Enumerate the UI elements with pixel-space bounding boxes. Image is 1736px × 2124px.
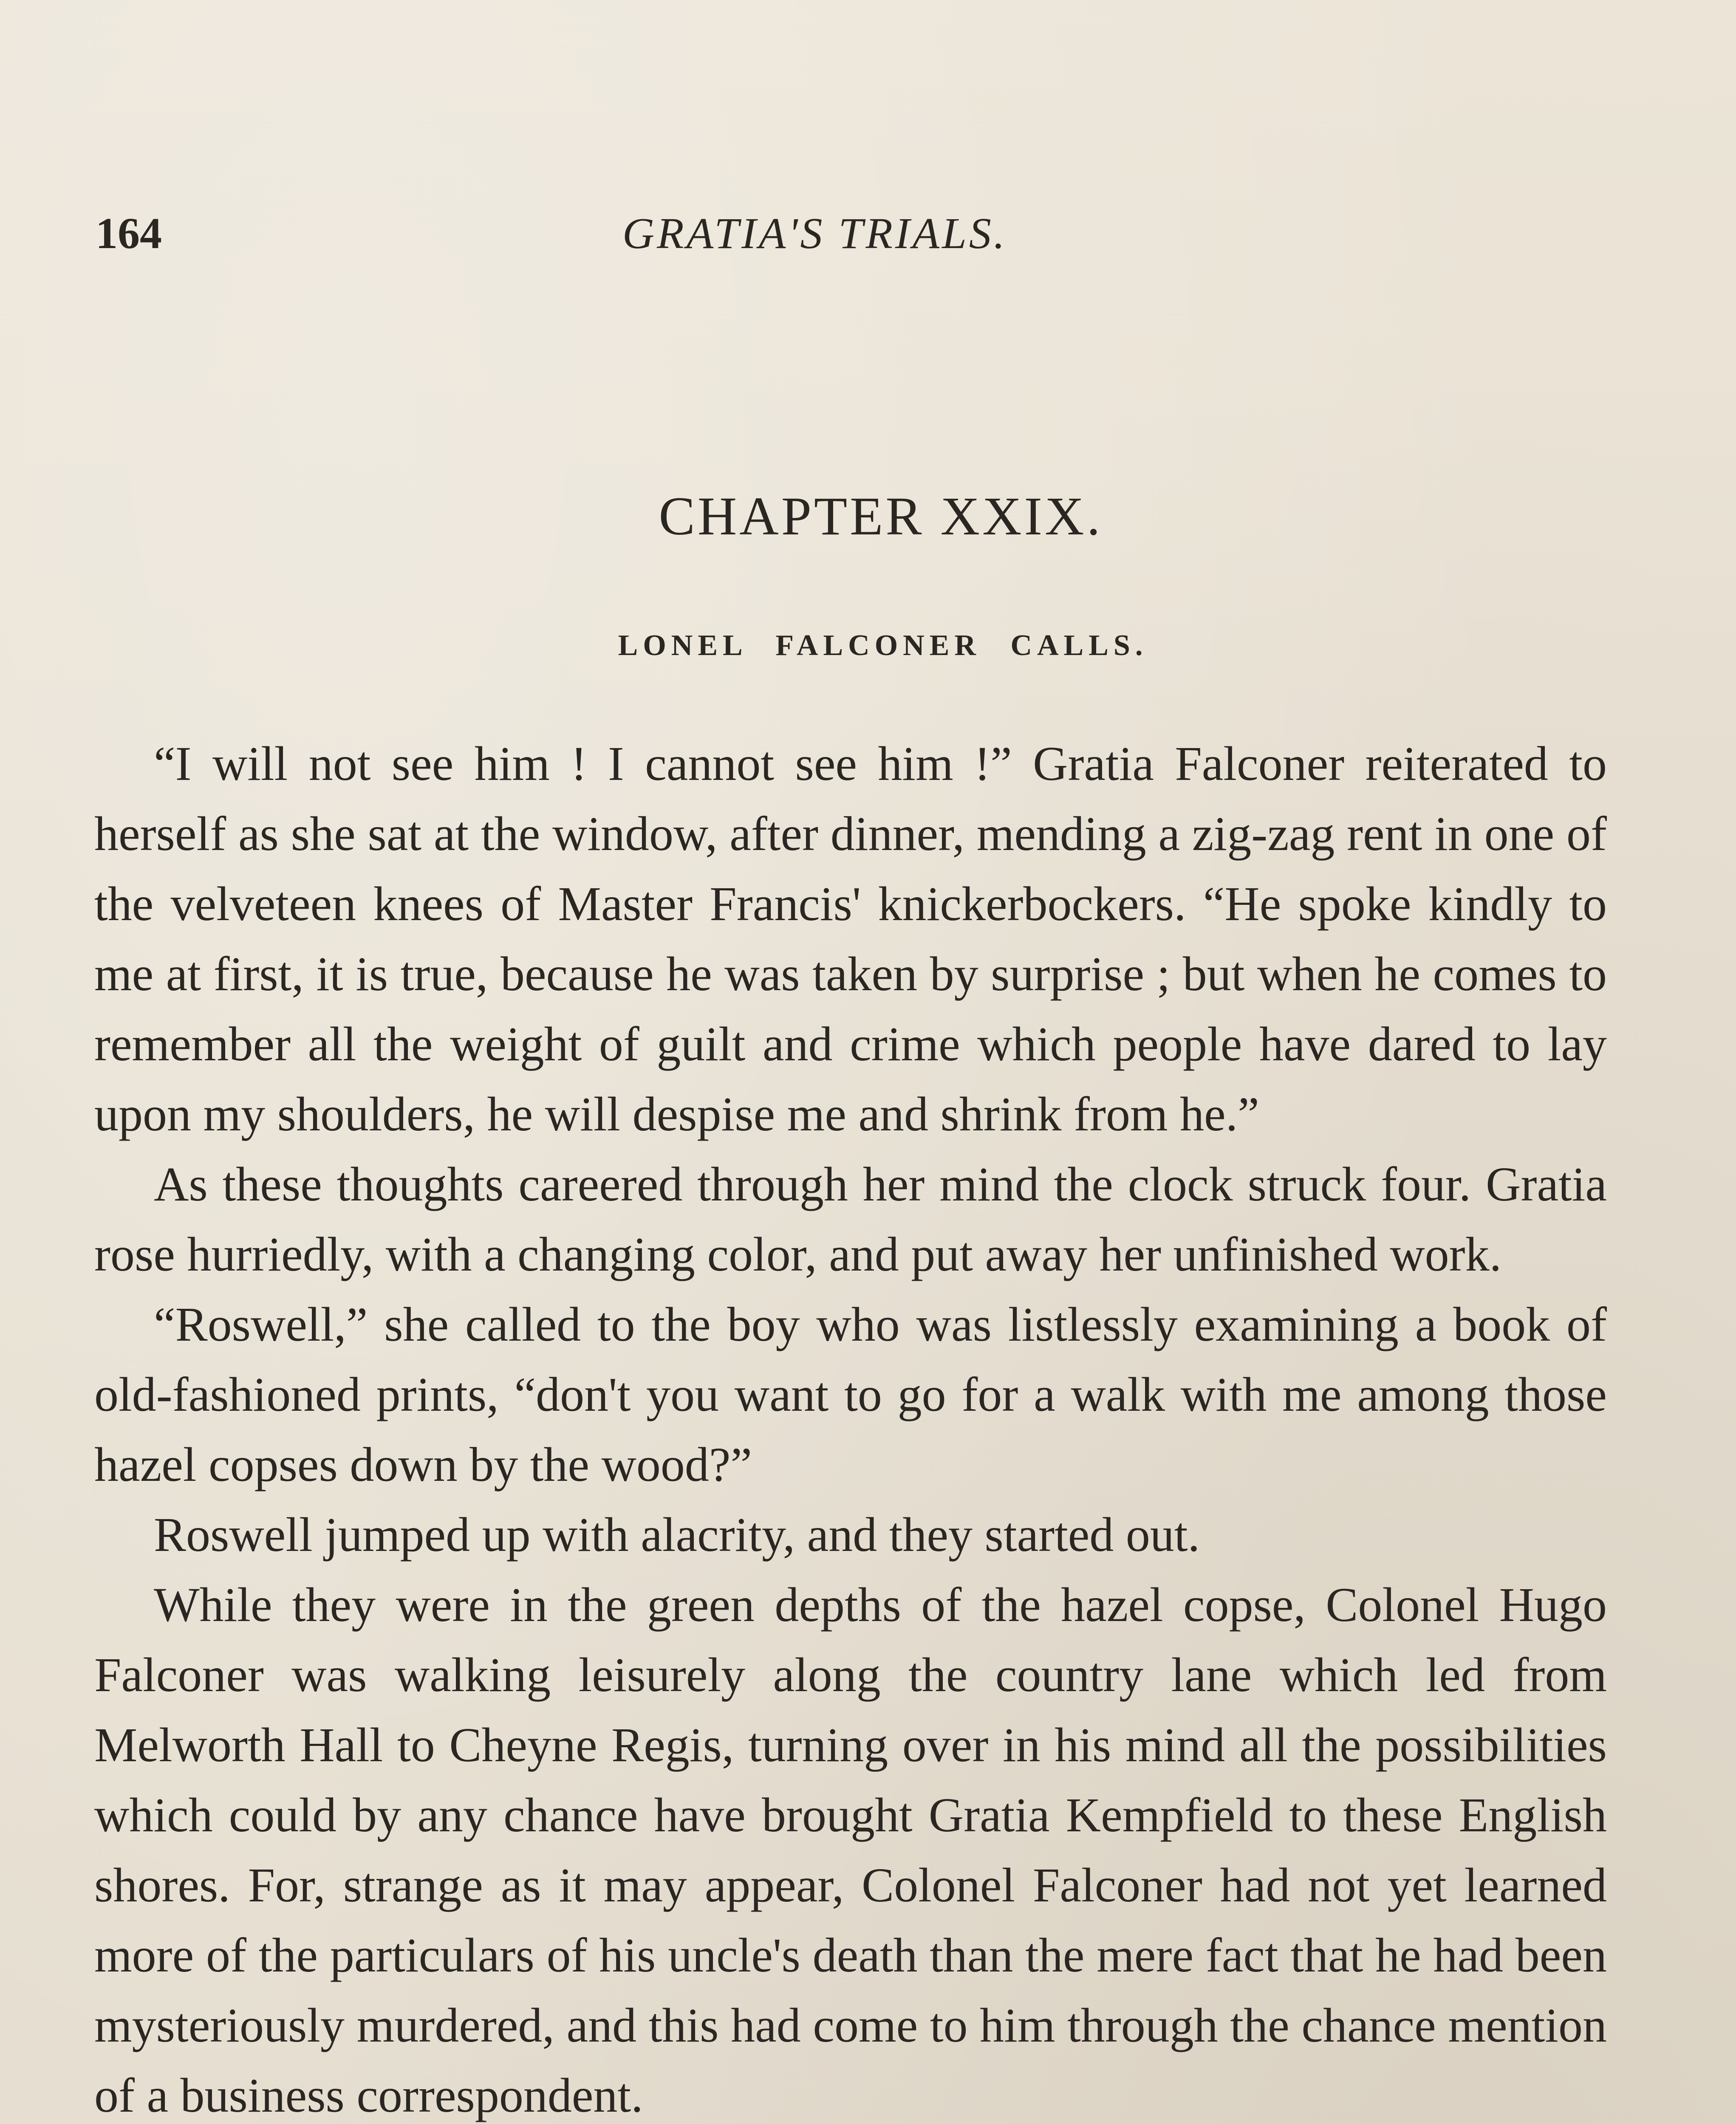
page-number: 164 [96,209,162,258]
paragraph: As these thoughts careered through her mind the clock struck four. Gratia rose hurriedly, with a changing color, and put away her unfinished work. [94,1157,1607,1281]
chapter-subtitle: LONEL FALCONER CALLS. [618,629,1148,662]
body-text [94,729,1607,2124]
paragraph: While they were in the green depths of the hazel copse, Colonel Hugo Falconer was walking leisurely along the country lane which led from Melworth Hall to Cheyne Regis, turning over in his mind all the possibilities which could by any chance have brought Gratia Kempfield to these English shores. For, strange as it may appear, Colonel Falconer had not yet learned more of the particulars of his uncle's death than the mere fact that he had been mysteriously murdered, and this had come to him through the chance mention of a business correspondent. [94,1578,1607,2122]
paragraph: Roswell jumped up with alacrity, and they started out. [154,1508,1200,1562]
chapter-title: CHAPTER XXIX. [659,486,1103,546]
paragraph: “I will not see him ! I cannot see him !” Gratia Falconer reiterated to herself as she sat at the window, after dinner, mending a zig-zag rent in one of the velveteen knees of Master Francis' knickerbockers. “He spoke kindly to me at first, it is true, because he was taken by surprise ; but when he comes to remember all the weight of guilt and crime which people have dared to lay upon my shoulders, he will despise me and shrink from he.” [94,737,1607,1141]
running-head [96,204,1610,272]
running-title: GRATIA'S TRIALS. [622,209,1007,258]
paragraph: “Roswell,” she called to the boy who was listlessly examining a book of old-fashioned prints, “don't you want to go for a walk with me among those hazel copses down by the wood?” [94,1297,1607,1491]
